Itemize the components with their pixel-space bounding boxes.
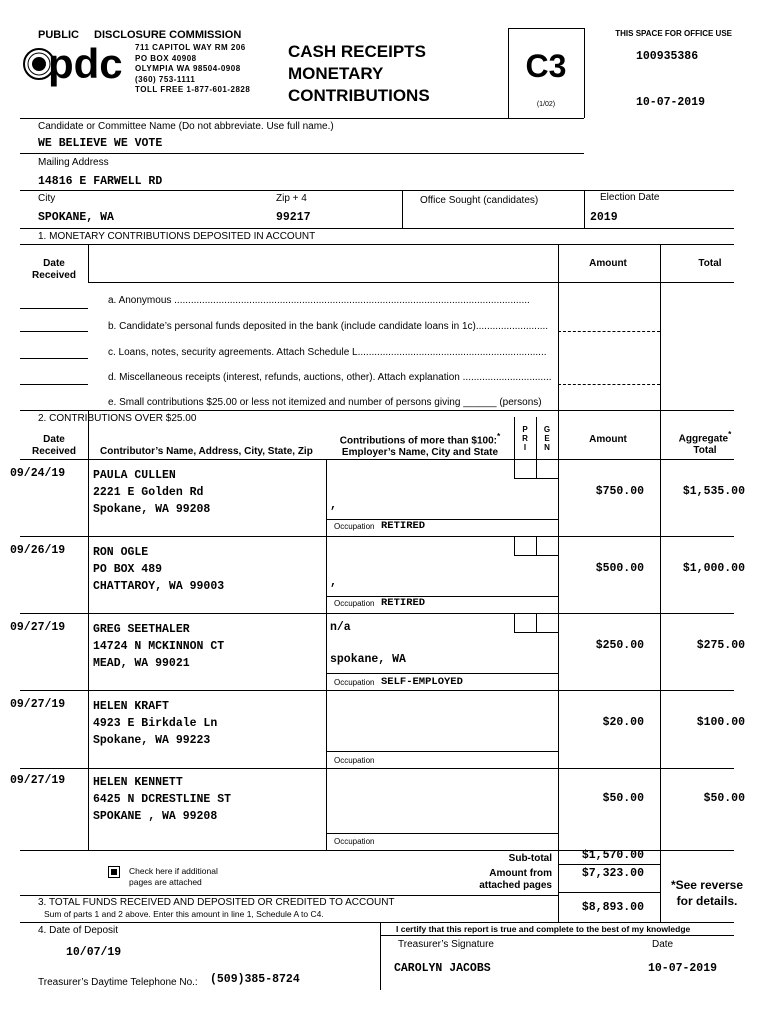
row-aggregate: $275.00 xyxy=(696,639,745,652)
row-contributor-address: 2221 E Golden Rd xyxy=(93,486,204,499)
section1-title: 1. MONETARY CONTRIBUTIONS DEPOSITED IN ACCOUNT xyxy=(38,231,316,242)
row-aggregate: $1,535.00 xyxy=(682,485,745,498)
treasurer-phone-label: Treasurer’s Daytime Telephone No.: xyxy=(38,977,198,988)
section1-date-received-header xyxy=(20,258,88,282)
primary-header: P R I xyxy=(522,425,528,452)
employer-header-star: * xyxy=(496,431,501,441)
certification-statement: I certify that this report is true and complete to the best of my knowledge xyxy=(396,924,691,934)
attached-pages-amount: $7,323.00 xyxy=(581,867,644,880)
row-contributor-city: MEAD, WA 99021 xyxy=(93,657,190,670)
office-sought-label: Office Sought (candidates) xyxy=(420,195,539,206)
attached-pages-label xyxy=(440,868,552,892)
checkbox-mark-icon xyxy=(109,867,119,877)
address-line: PO BOX 40908 xyxy=(135,53,197,63)
subtotal-label: Sub-total xyxy=(508,853,552,864)
row-contributor-name: GREG SEETHALER xyxy=(93,623,190,636)
see-reverse-note xyxy=(662,877,752,909)
section2-amount-header: Amount xyxy=(589,434,627,445)
row-date: 09/26/19 xyxy=(10,544,66,557)
row-amount: $20.00 xyxy=(602,716,644,729)
committee-name-label: Candidate or Committee Name (Do not abbreviate. Use full name.) xyxy=(38,121,334,132)
row-amount: $50.00 xyxy=(602,792,644,805)
table-row xyxy=(0,690,770,768)
row-contributor-city: CHATTAROY, WA 99003 xyxy=(93,580,225,593)
row-occupation: RETIRED xyxy=(381,520,426,532)
form-code: C3 xyxy=(525,48,567,84)
row-amount: $750.00 xyxy=(595,485,644,498)
additional-pages-label xyxy=(129,866,218,888)
aggregate-label: Aggregate xyxy=(678,433,729,445)
row-occupation-label: Occupation xyxy=(334,756,375,765)
row-employer: n/a xyxy=(330,621,351,634)
table-row xyxy=(0,459,770,536)
employer-header-line1: Contributions of more than $100: xyxy=(339,435,497,447)
aggregate-total-label: Total xyxy=(693,445,717,457)
row-contributor-name: PAULA CULLEN xyxy=(93,469,176,482)
row-employer-city: spokane, WA xyxy=(330,653,406,666)
form-title-line: CONTRIBUTIONS xyxy=(288,86,430,105)
row-contributor xyxy=(93,774,231,825)
office-id: 100935386 xyxy=(636,50,699,63)
form-title-line: MONETARY xyxy=(288,64,384,83)
primary-checkbox[interactable] xyxy=(514,459,537,479)
row-contributor xyxy=(93,467,210,518)
additional-pages-label-line: pages are attached xyxy=(129,877,202,887)
section1-line-b: b. Candidate’s personal funds deposited in the bank (include candidate loans in 1c).......................... xyxy=(108,321,549,332)
employer-header xyxy=(330,430,510,459)
row-contributor xyxy=(93,621,224,672)
section1-line-c: c. Loans, notes, security agreements. Attach Schedule L.................................................................... xyxy=(108,347,547,358)
row-occupation-label: Occupation xyxy=(334,599,375,608)
row-contributor-address: PO BOX 489 xyxy=(93,563,163,576)
primary-checkbox[interactable] xyxy=(514,536,537,556)
row-contributor-address: 6425 N DCRESTLINE ST xyxy=(93,793,232,806)
row-date: 09/27/19 xyxy=(10,774,66,787)
row-contributor xyxy=(93,544,224,595)
employer-header-line2: Employer’s Name, City and State xyxy=(341,447,499,459)
office-use-label: THIS SPACE FOR OFFICE USE xyxy=(615,29,732,38)
row-aggregate: $50.00 xyxy=(703,792,745,805)
zip-label: Zip + 4 xyxy=(276,193,307,204)
row-contributor-city: Spokane, WA 99208 xyxy=(93,503,211,516)
row-date: 09/24/19 xyxy=(10,467,66,480)
agency-name-left: PUBLIC xyxy=(38,29,79,41)
section3-subtitle: Sum of parts 1 and 2 above. Enter this amount in line 1, Schedule A to C4. xyxy=(44,909,324,919)
deposit-date: 10/07/19 xyxy=(66,946,122,959)
svg-text:pdc: pdc xyxy=(48,40,123,87)
row-amount: $500.00 xyxy=(595,562,644,575)
table-row xyxy=(0,536,770,613)
received-label: Received xyxy=(32,270,76,281)
row-occupation: SELF-EMPLOYED xyxy=(381,676,463,688)
agency-name-right: DISCLOSURE COMMISSION xyxy=(94,29,242,41)
date-label: Date xyxy=(43,258,65,269)
treasurer-phone: (509)385-8724 xyxy=(210,973,300,986)
row-amount: $250.00 xyxy=(595,639,644,652)
general-checkbox[interactable] xyxy=(536,613,559,633)
attached-label-line: attached pages xyxy=(479,880,552,891)
additional-pages-label-line: Check here if additional xyxy=(129,866,218,876)
treasurer-name: CAROLYN JACOBS xyxy=(394,962,491,975)
row-contributor-address: 14724 N MCKINNON CT xyxy=(93,640,225,653)
section1-line-d: d. Miscellaneous receipts (interest, refunds, auctions, other). Attach explanation ................................ xyxy=(108,372,552,383)
committee-name: WE BELIEVE WE VOTE xyxy=(38,137,163,150)
table-row xyxy=(0,768,770,850)
section1-line-a: a. Anonymous ................................................................................................................................ xyxy=(108,295,530,306)
grand-total: $8,893.00 xyxy=(581,901,644,914)
section1-total-header: Total xyxy=(698,258,722,269)
election-date: 2019 xyxy=(590,211,618,224)
form-version: (1/02) xyxy=(536,101,556,108)
pdc-logo xyxy=(20,40,132,90)
row-contributor-city: SPOKANE , WA 99208 xyxy=(93,810,218,823)
section2-date-received-header xyxy=(20,434,88,458)
received-label: Received xyxy=(32,446,76,457)
see-reverse-line: for details. xyxy=(676,894,738,908)
row-date: 09/27/19 xyxy=(10,621,66,634)
aggregate-header xyxy=(660,428,750,457)
attached-label-line: Amount from xyxy=(489,868,552,879)
date-label: Date xyxy=(43,434,65,445)
additional-pages-checkbox[interactable] xyxy=(108,866,120,878)
city: SPOKANE, WA xyxy=(38,211,114,224)
form-title-line: CASH RECEIPTS xyxy=(288,42,426,61)
row-date: 09/27/19 xyxy=(10,698,66,711)
address-line: (360) 753-1111 xyxy=(135,74,196,84)
row-aggregate: $100.00 xyxy=(696,716,745,729)
address-line: OLYMPIA WA 98504-0908 xyxy=(135,64,241,73)
row-contributor-name: RON OGLE xyxy=(93,546,149,559)
see-reverse-line: *See reverse xyxy=(670,878,744,892)
deposit-date-label: 4. Date of Deposit xyxy=(38,925,119,936)
primary-checkbox[interactable] xyxy=(514,613,537,633)
row-occupation-label: Occupation xyxy=(334,678,375,687)
signature-date: 10-07-2019 xyxy=(648,962,718,975)
treasurer-signature-label: Treasurer’s Signature xyxy=(398,939,494,950)
address-line: 711 CAPITOL WAY RM 206 xyxy=(135,43,246,52)
contributor-header: Contributor’s Name, Address, City, State, Zip xyxy=(100,446,313,457)
mailing-address: 14816 E FARWELL RD xyxy=(38,175,163,188)
signature-date-label: Date xyxy=(652,939,674,950)
subtotal-amount: $1,570.00 xyxy=(581,849,644,862)
row-aggregate: $1,000.00 xyxy=(682,562,745,575)
office-date: 10-07-2019 xyxy=(636,96,706,109)
general-header: G E N xyxy=(543,425,551,452)
row-occupation: RETIRED xyxy=(381,597,426,609)
general-checkbox[interactable] xyxy=(536,459,559,479)
row-contributor-city: Spokane, WA 99223 xyxy=(93,734,211,747)
zip: 99217 xyxy=(276,211,311,224)
row-employer-city: , xyxy=(330,576,337,589)
row-contributor-name: HELEN KRAFT xyxy=(93,700,169,713)
section1-amount-header: Amount xyxy=(589,258,627,269)
city-label: City xyxy=(38,193,56,204)
section3-title: 3. TOTAL FUNDS RECEIVED AND DEPOSITED OR CREDITED TO ACCOUNT xyxy=(38,897,395,908)
aggregate-star: * xyxy=(728,429,732,439)
general-checkbox[interactable] xyxy=(536,536,559,556)
section1-line-e: e. Small contributions $25.00 or less not itemized and number of persons giving ______ (persons) xyxy=(108,397,542,408)
address-line: TOLL FREE 1-877-601-2828 xyxy=(135,85,251,94)
agency-address xyxy=(135,43,250,96)
row-contributor-name: HELEN KENNETT xyxy=(93,776,183,789)
form-title xyxy=(288,41,430,107)
row-contributor-address: 4923 E Birkdale Ln xyxy=(93,717,218,730)
election-date-label: Election Date xyxy=(600,192,660,203)
row-contributor xyxy=(93,698,217,749)
row-occupation-label: Occupation xyxy=(334,522,375,531)
section2-title: 2. CONTRIBUTIONS OVER $25.00 xyxy=(38,413,197,424)
row-occupation-label: Occupation xyxy=(334,837,375,846)
table-row xyxy=(0,613,770,690)
mailing-address-label: Mailing Address xyxy=(38,157,109,168)
row-employer-city: , xyxy=(330,499,337,512)
